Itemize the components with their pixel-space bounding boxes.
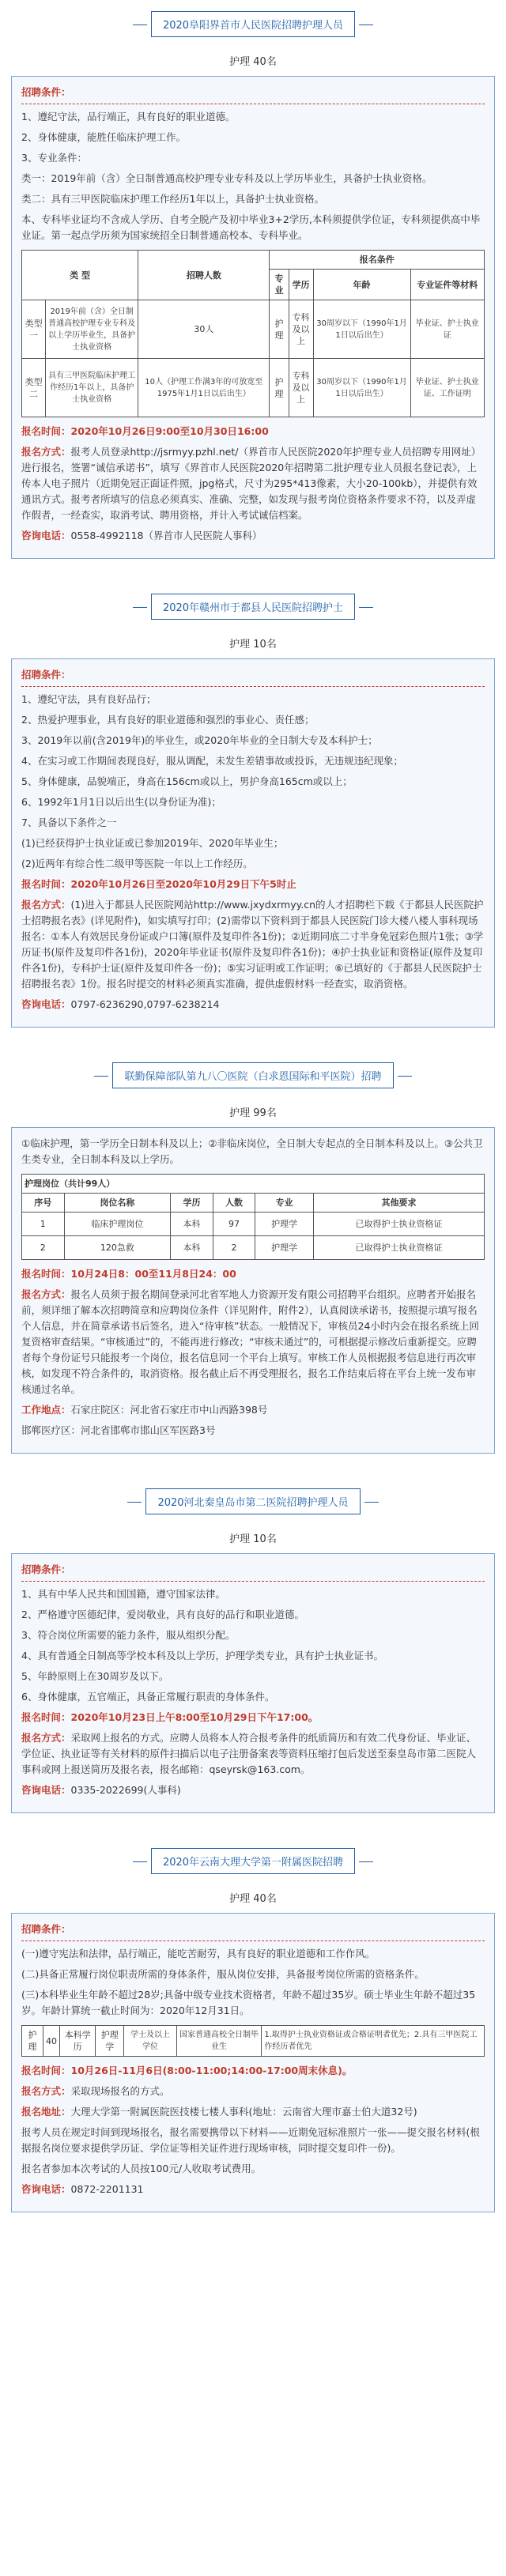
way-value: 报名人员须于报名期间登录河北省军地人力资源开发有限公司招聘平台组织。应聘者开始报名前，须详细了解本次招聘简章和应聘岗位条件（详见附件，附件2），认真阅读承诺书，按照提示填写报名个人信息，并在简章承诺书后签名，进入“待审核”状态。一般情况下，审核员24小时内会在报名系统上回复资格审查结果。“审核通过”的，不能再进行修改；“审核未通过”的，可根据提示修改后重新提交。应聘者每个身份证号只能报考一个岗位，报名信息同一个平台上填写。审核工作人员根据报考信息进行再次审核，如发现不符合条件的，取消资格。报名截止后不再受理报名，报名工作结束后将在平台上统一发布审核通过名单。 [21,1288,479,1395]
cell-type: 类型一 [22,300,46,359]
section-header [11,0,495,37]
section-header [11,1837,495,1874]
cell-desc: 具有三甲医院临床护理工作经历1年以上，具备护士执业资格 [46,359,138,417]
cell-other: 国家普通高校全日制毕业生 [176,2026,262,2057]
position-count: 护理 99名 [229,1107,277,1119]
addr-line [21,1402,485,1418]
time-label: 报名时间： [21,878,71,890]
phone-line [21,1782,485,1798]
info-card [11,1553,495,1813]
condition: (2)近两年有综合性二级甲等医院一年以上工作经历。 [21,858,253,869]
position-count: 护理 10名 [229,1533,277,1545]
table-header: 类 型 [22,251,138,300]
time-line [21,1266,485,1282]
conditions-label: 招聘条件： [21,85,485,104]
time-value: 2020年10月26日9:00至10月30日16:00 [70,425,269,437]
section-dali [0,1837,506,2212]
condition: 7、具备以下条件之一 [21,817,117,828]
phone-value: 0335-2022699(人事科) [70,1784,181,1796]
phone-value: 0872-2201131 [70,2183,144,2195]
section-jieshou [0,0,506,559]
cell-cert: 毕业证、护士执业证、工作证明 [410,359,484,417]
way-value: 采取现场报名的方式。 [70,2085,170,2097]
cell-other: 已取得护士执业资格证 [314,1213,485,1236]
cell-number: 10人（护理工作满3年的可放宽至1975年1月1日以后出生） [138,359,270,417]
phone-line [21,2182,485,2197]
cell-no: 1 [22,1213,65,1236]
condition: (三)本科毕业生年龄不超过28岁;具备中级专业技术资格者，年龄不超过35岁。硕士毕业生年龄不超过35岁。年龄计算统一截止时间为：2020年12月31日。 [21,1989,476,2016]
condition: 2、热爱护理事业，具有良好的职业道德和强烈的事业心、责任感； [21,714,315,726]
position-count: 护理 40名 [229,1893,277,1905]
time-line [21,877,485,892]
condition: (1)已经获得护士执业证或已参加2019年、2020年毕业生； [21,837,284,849]
cell-major: 护理学 [255,1236,314,1260]
position-count: 护理 40名 [229,56,277,68]
condition: 1、具有中华人民共和国国籍，遵守国家法律。 [21,1588,225,1600]
way-label: 报名方式： [21,1732,71,1744]
condition: 6、身体健康，五官端正，具备正常履行职责的身体条件。 [21,1691,275,1703]
table-header: 岗位名称 [64,1194,171,1213]
phone-label: 咨询电话： [21,530,71,541]
time-value: 10月24日8：00至11月8日24：00 [70,1268,236,1280]
way-label: 报名方式： [21,446,71,458]
way-value: (1)进入于都县人民医院网站http://www.jxydxrmyy.cn的人才招聘栏下载《于都县人民医院护士招聘报名表》(详见附件)，如实填写打印；(2)需带以下资料到于都县人民医院门诊大楼八楼人事科现场报名：①本人有效居民身份证或户口簿(原件及复印件各1份)；②近期同底二寸半身免冠彩色照片1张；③学历证书(原件及复印件各1份)，2020年毕业证书(原件及复印件各1份)；④护士执业证和资格证(原件及复印件各1份)，专科护士证(原件及复印件各一份)；⑤实习证明或工作证明；⑥已填好的《于都县人民医院护士招聘报名表》1份。报名时提交的材料必须真实准确，提供虚假材料一经查实，取消资格。 [21,899,484,990]
table-header: 序号 [22,1194,65,1213]
time-label: 报名时间： [21,1711,71,1723]
table-header: 专业 [270,270,289,300]
info-card [11,76,495,559]
section-yudu [0,583,506,1028]
table-row [22,1213,485,1236]
phone-value: 0558-4992118（界首市人民医院人事科） [70,530,262,541]
cell-post: 临床护理岗位 [64,1213,171,1236]
cell-major: 护理 [270,300,289,359]
time-line [21,424,485,439]
cell-num: 2 [213,1236,255,1260]
cell-type: 类型二 [22,359,46,417]
condition: 6、1992年1月1日以后出生(以身份证为准)； [21,796,221,808]
cell-degree: 专科及以上 [289,359,313,417]
cell-major: 护理学 [96,2026,124,2057]
time-value: 2020年10月26日至2020年10月29日下午5时止 [70,878,296,890]
way-line [21,1287,485,1397]
time-line [21,2063,485,2079]
cell-cert: 毕业证、护士执业证 [410,300,484,359]
condition: 2、严格遵守医德纪律，爱岗敬业，具有良好的品行和职业道德。 [21,1609,304,1620]
table-header: 专业证件等材料 [410,270,484,300]
time-value: 2020年10月23日上午8:00至10月29日下午17:00。 [70,1711,319,1723]
info-card [11,1127,495,1454]
conditions-label: 招聘条件： [21,667,485,687]
cell-num: 97 [213,1213,255,1236]
cell-note: 1.取得护士执业资格证或合格证明者优先；2.具有三甲医院工作经历者优先 [262,2026,485,2057]
phone-label: 咨询电话： [21,1784,71,1796]
addr-label: 工作地点： [21,1404,71,1416]
section-980-hospital [0,1051,506,1454]
addr-value: 大理大学第一附属医院医技楼七楼人事科(地址：云南省大理市嘉士伯大道32号) [70,2106,417,2118]
table-header: 招聘人数 [138,251,270,300]
way-line [21,2084,485,2099]
way-value: 报考人员登录http://jsrmyy.pzhl.net/（界首市人民医院2020年护理专业人员招聘专用网址）进行报名，签署“诚信承诺书”，填写《界首市人民医院2020年招聘第二批护理专业人员报名登记表》，上传本人电子照片（近期免冠正面证件照，jpg格式，尺寸为295*413像素，大小20-100kb），并提供有效通讯方式。报考者所填写的信息必须真实、准确、完整，如发现与报考岗位资格条件要求不符，以及弄虚作假者，一经查实，取消考试、聘用资格，并计入考试诚信档案。 [21,446,481,521]
table-header: 专业 [255,1194,314,1213]
condition: 1、遵纪守法，具有良好品行； [21,693,157,705]
cell-other: 已取得护士执业资格证 [314,1236,485,1260]
condition: 3、2019年以前(含2019年)的毕业生，或2020年毕业的全日制大专及本科护士； [21,734,378,746]
table-row [22,2026,485,2057]
condition: ①临床护理，第一学历全日制本科及以上；②非临床岗位，全日制大专起点的全日制本科及以上。③公共卫生类专业，全日制本科及以上学历。 [21,1137,483,1165]
way-line [21,1730,485,1778]
info-card [11,1913,495,2212]
cell-age: 30周岁以下（1990年1月1日以后出生） [313,359,410,417]
cell-no: 2 [22,1236,65,1260]
cell-degree: 专科及以上 [289,300,313,359]
condition: 5、年龄原则上在30周岁及以下。 [21,1670,169,1682]
condition: 4、具有普通全日制高等学校本科及以上学历，护理学类专业，具有护士执业证书。 [21,1650,383,1661]
condition: 本、专科毕业证均不含成人学历、自考全脱产及初中毕业3+2学历,本科须提供学位证，专科须提供高中毕业证。第一起点学历须为国家统招全日制普通高校本、专科毕业。 [21,213,481,241]
cell-number: 30人 [138,300,270,359]
way-line [21,444,485,523]
section-header [11,583,495,620]
condition: 3、符合岗位所需要的能力条件，服从组织分配。 [21,1629,236,1641]
condition: 类二：具有三甲医院临床护理工作经历1年以上，具备护士执业资格。 [21,193,324,205]
table-header: 报名条件 [270,251,485,270]
condition: 3、专业条件： [21,152,87,164]
positions-table [21,2025,485,2057]
phone-line [21,997,485,1013]
way-line [21,897,485,992]
requirements-table [21,250,485,417]
time-label: 报名时间： [21,2065,71,2076]
cell-degree: 本科 [171,1236,213,1260]
phone-line [21,528,485,544]
section-title: 2020河北秦皇岛市第二医院招聘护理人员 [145,1488,360,1514]
way-value: 采取网上报名的方式。应聘人员将本人符合报考条件的纸质简历和有效二代身份证、毕业证、学位证、执业证等有关材料的原件扫描后以电子注册备案表等资料压缩打包后发送至秦皇岛市第二医院人事科或网上报送简历及报名表，报名邮箱：qseyrsk@163.com。 [21,1732,477,1775]
cell-major: 护理 [270,359,289,417]
cell-desc: 2019年前（含）全日制普通高校护理专业专科及以上学历毕业生，具备护士执业资格 [46,300,138,359]
table-row [22,1236,485,1260]
extra-info: 报考人员在规定时间到现场报名，报名需要携带以下材料——近期免冠标准照片一张——提交报名材料(根据报名岗位要求提供学历证、学位证等相关证件进行现场审核，同时提交复印件一份)。 [21,2126,480,2154]
cell-age: 30周岁以下（1990年1月1日以后出生） [313,300,410,359]
phone-value: 0797-6236290,0797-6238214 [70,998,220,1010]
phone-label: 咨询电话： [21,998,71,1010]
conditions-label: 招聘条件： [21,1562,485,1582]
section-header [11,1051,495,1088]
section-title: 2020阜阳界首市人民医院招聘护理人员 [151,11,355,37]
cell-num: 40 [43,2026,60,2057]
table-header: 学历 [171,1194,213,1213]
condition: 1、遵纪守法，品行端正，具有良好的职业道德。 [21,111,236,123]
info-card [11,658,495,1028]
way-label: 报名方式： [21,899,71,911]
time-label: 报名时间： [21,1268,71,1280]
positions-table [21,1174,485,1260]
addr-label: 报名地址： [21,2106,71,2118]
cell-post: 护理 [22,2026,43,2057]
cell-degree: 本科学历 [60,2026,96,2057]
condition: 5、身体健康，品貌端正，身高在156cm或以上，男护身高165cm或以上； [21,775,353,787]
table-row [22,359,485,417]
cell-major: 护理学 [255,1213,314,1236]
conditions-label: 招聘条件： [21,1922,485,1941]
table-row [22,300,485,359]
condition: 4、在实习或工作期间表现良好，服从调配，未发生差错事故或投诉，无违规违纪现象； [21,755,403,767]
way-label: 报名方式： [21,2085,71,2097]
condition: 2、身体健康，能胜任临床护理工作。 [21,131,186,143]
position-count: 护理 10名 [229,639,277,651]
time-value: 10月26日-11月6日(8:00-11:00;14:00-17:00周末休息)。 [70,2065,353,2076]
condition: 类一：2019年前（含）全日制普通高校护理专业专科及以上学历毕业生，具备护士执业资格。 [21,172,432,184]
cell-other: 学士及以上学位 [124,2026,176,2057]
table-caption: 护理岗位（共计99人） [22,1175,485,1194]
section-title: 联勤保障部队第九八〇医院（白求恩国际和平医院）招聘 [112,1062,393,1088]
cell-degree: 本科 [171,1213,213,1236]
addr-value: 石家庄院区：河北省石家庄市中山西路398号 [70,1404,268,1416]
extra-info: 报名者参加本次考试的人员按100元/人收取考试费用。 [21,2163,262,2174]
section-title: 2020年赣州市于都县人民医院招聘护士 [151,594,355,620]
section-qinhuangdao [0,1477,506,1813]
addr-line [21,2104,485,2120]
phone-label: 咨询电话： [21,2183,71,2195]
table-header: 学历 [289,270,313,300]
way-label: 报名方式： [21,1288,71,1300]
table-header: 其他要求 [314,1194,485,1213]
section-header [11,1477,495,1514]
addr-line-2: 邯郸医疗区：河北省邯郸市邯山区军医路3号 [21,1424,216,1436]
condition: (二)具备正常履行岗位职责所需的身体条件，服从岗位安排，具备报考岗位所需的资格条件。 [21,1968,425,1980]
condition: (一)遵守宪法和法律，品行端正，能吃苦耐劳，具有良好的职业道德和工作作风。 [21,1948,376,1959]
table-header: 年龄 [313,270,410,300]
table-header: 人数 [213,1194,255,1213]
time-label: 报名时间： [21,425,71,437]
section-title: 2020年云南大理大学第一附属医院招聘 [151,1848,355,1874]
cell-post: 120急救 [64,1236,171,1260]
time-line [21,1710,485,1726]
